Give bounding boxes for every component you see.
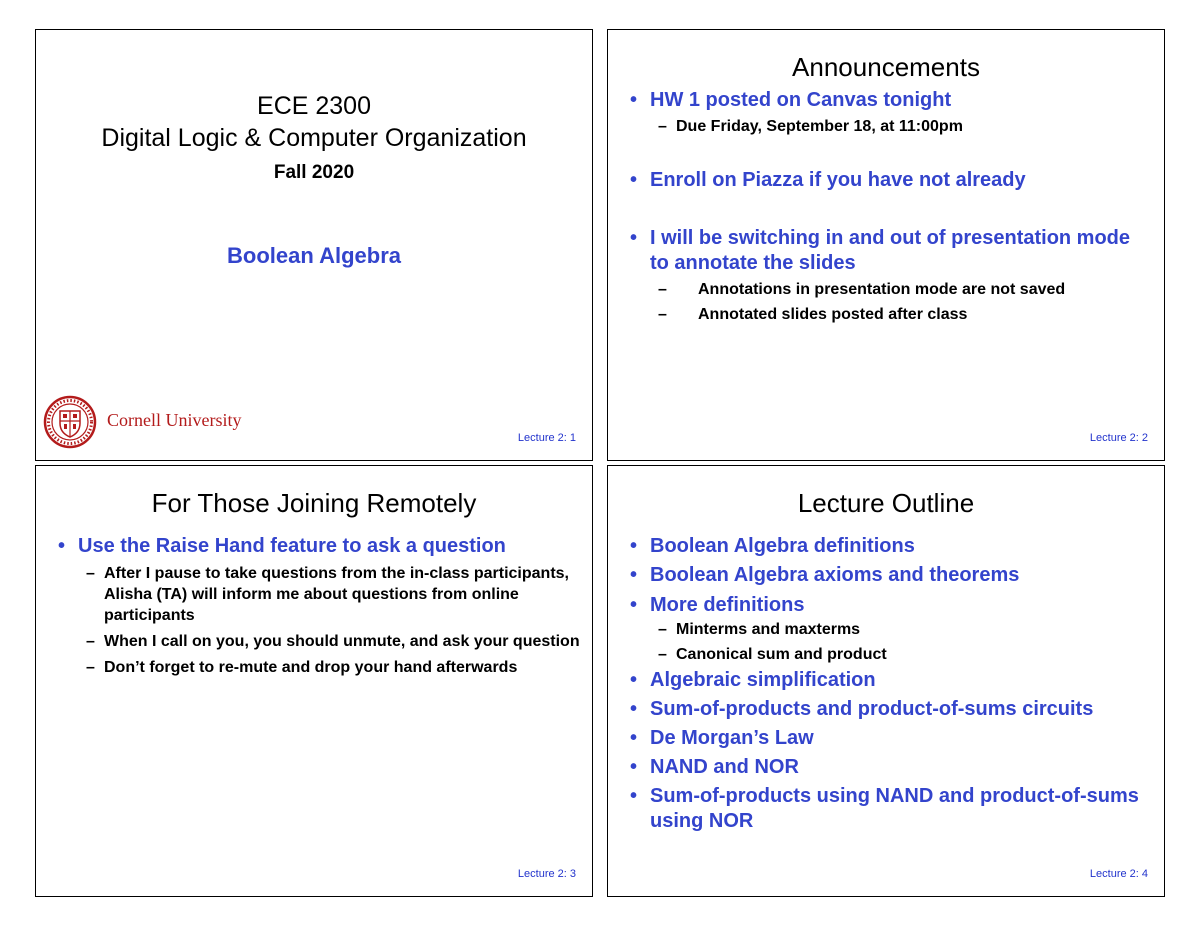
list-item — [628, 226, 1148, 325]
slide-title: Lecture Outline — [797, 488, 975, 518]
bullet-text: Enroll on Piazza if you have not already — [650, 169, 1026, 191]
bullet-list — [56, 534, 586, 678]
sub-list-item: – Annotated slides posted after class — [650, 304, 1148, 325]
cornell-logo — [43, 395, 263, 451]
lecture-topic: Boolean Algebra — [227, 243, 401, 268]
bullet-text: I will be switching in and out of presentation mode to annotate the slides — [650, 227, 1131, 274]
sub-list-item: – Annotations in presentation mode are not saved — [650, 279, 1148, 300]
bullet-text: Sum-of-products and product-of-sums circuits — [650, 698, 1094, 720]
list-item — [628, 726, 1148, 751]
sub-list — [650, 279, 1148, 325]
slide-3 — [35, 465, 593, 897]
slide-footer: Lecture 2: 2 — [1089, 432, 1148, 444]
sub-list-item: – When I call on you, you should unmute, and ask your question — [78, 631, 586, 652]
list-item — [628, 784, 1148, 834]
bullet-text: Sum-of-products using NAND and product-of-sums using NOR — [650, 785, 1139, 832]
list-item — [628, 563, 1148, 588]
bullet-text: Use the Raise Hand feature to ask a question — [78, 535, 506, 557]
sub-list-item: – Due Friday, September 18, at 11:00pm — [650, 116, 1148, 137]
logo-wordmark: Cornell University — [107, 410, 242, 430]
bullet-text: Algebraic simplification — [650, 669, 876, 691]
sub-list — [650, 116, 1148, 137]
list-item — [56, 534, 586, 678]
list-item — [628, 668, 1148, 693]
bullet-text: Boolean Algebra axioms and theorems — [650, 564, 1020, 586]
sub-list-item: – After I pause to take questions from the in-class participants, Alisha (TA) will inform me about questions from online participants — [78, 563, 586, 626]
list-item — [628, 88, 1148, 137]
sub-list-item: – Canonical sum and product — [650, 644, 1148, 665]
list-item — [628, 755, 1148, 780]
slide-footer: Lecture 2: 1 — [517, 432, 576, 444]
list-item — [628, 168, 1148, 193]
sub-list — [78, 563, 586, 678]
cornell-seal-icon — [43, 395, 97, 449]
bullet-text: De Morgan’s Law — [650, 727, 814, 749]
slide-title: For Those Joining Remotely — [151, 488, 477, 518]
bullet-text: NAND and NOR — [650, 756, 799, 778]
sub-list — [650, 619, 1148, 665]
list-item — [628, 697, 1148, 722]
course-number: ECE 2300 — [257, 92, 371, 120]
bullet-text: HW 1 posted on Canvas tonight — [650, 89, 952, 111]
slide-footer: Lecture 2: 4 — [1089, 868, 1148, 880]
bullet-list — [628, 534, 1148, 834]
bullet-list — [628, 88, 1148, 325]
bullet-text: Boolean Algebra definitions — [650, 535, 915, 557]
list-item — [628, 534, 1148, 559]
list-item — [628, 593, 1148, 665]
course-title — [36, 90, 592, 154]
slide-title: Announcements — [792, 52, 980, 82]
course-name: Digital Logic & Computer Organization — [101, 124, 527, 152]
slide-4 — [607, 465, 1165, 897]
slide-footer: Lecture 2: 3 — [517, 868, 576, 880]
slide-1 — [35, 29, 593, 461]
sub-list-item: – Minterms and maxterms — [650, 619, 1148, 640]
sub-list-item: – Don’t forget to re-mute and drop your hand afterwards — [78, 657, 586, 678]
bullet-text: More definitions — [650, 594, 805, 616]
slide-2 — [607, 29, 1165, 461]
term-label: Fall 2020 — [273, 162, 355, 183]
